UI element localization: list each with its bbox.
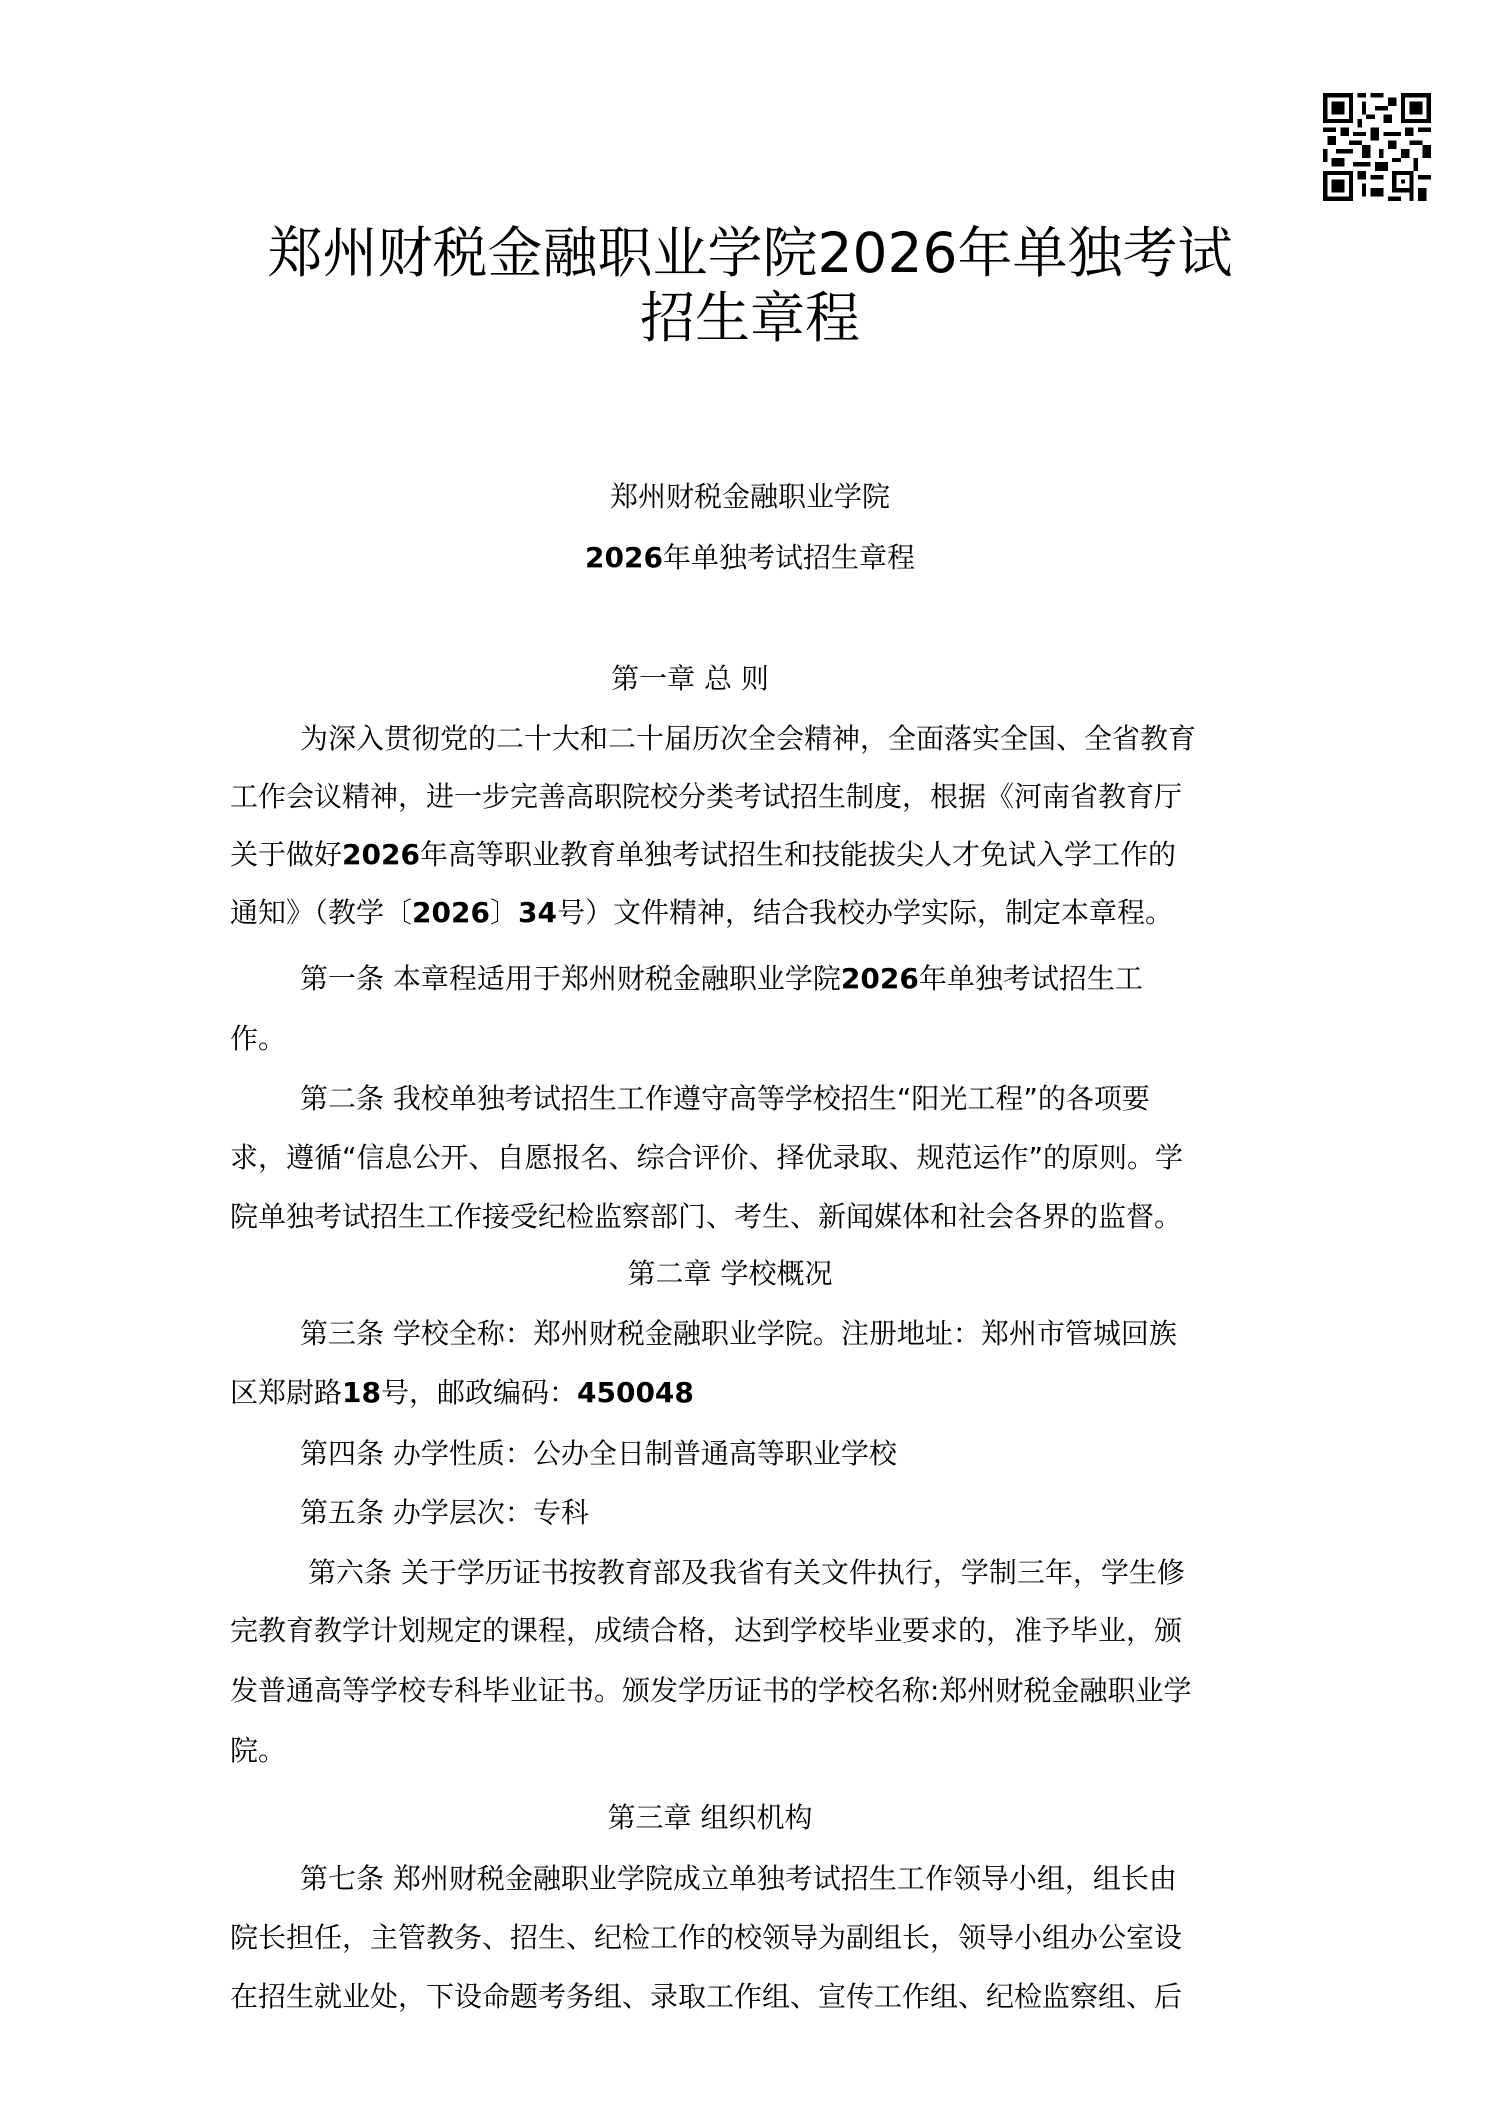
article-1-line: 作。 bbox=[230, 1022, 287, 1055]
intro-line: 关于做好2026年高等职业教育单独考试招生和技能拔尖人才免试入学工作的 bbox=[230, 838, 1176, 871]
intro-line: 工作会议精神，进一步完善高职院校分类考试招生制度，根据《河南省教育厅 bbox=[230, 780, 1183, 813]
document-title-line-1: 郑州财税金融职业学院2026年单独考试 bbox=[267, 221, 1233, 285]
article-7-line: 第七条 郑州财税金融职业学院成立单独考试招生工作领导小组，组长由 bbox=[300, 1862, 1177, 1895]
subtitle-line-2: 2026年单独考试招生章程 bbox=[585, 541, 915, 574]
article-7-line: 在招生就业处，下设命题考务组、录取工作组、宣传工作组、纪检监察组、后 bbox=[230, 1980, 1183, 2013]
article-2-line: 院单独考试招生工作接受纪检监察部门、考生、新闻媒体和社会各界的监督。 bbox=[230, 1200, 1183, 1233]
article-6-line: 第六条 关于学历证书按教育部及我省有关文件执行，学制三年，学生修 bbox=[308, 1556, 1185, 1589]
article-2-line: 第二条 我校单独考试招生工作遵守高等学校招生“阳光工程”的各项要 bbox=[300, 1082, 1150, 1115]
chapter-1-heading: 第一章 总 则 bbox=[611, 662, 769, 695]
article-3-line: 区郑尉路18号，邮政编码：450048 bbox=[230, 1376, 694, 1409]
article-2-line: 求，遵循“信息公开、自愿报名、综合评价、择优录取、规范运作”的原则。学 bbox=[230, 1141, 1184, 1174]
intro-line: 通知》（教学〔2026〕34号）文件精神，结合我校办学实际，制定本章程。 bbox=[230, 896, 1173, 929]
article-6-line: 发普通高等学校专科毕业证书。颁发学历证书的学校名称:郑州财税金融职业学 bbox=[230, 1674, 1192, 1707]
document-title-line-2: 招生章程 bbox=[639, 286, 860, 350]
article-1-line: 第一条 本章程适用于郑州财税金融职业学院2026年单独考试招生工 bbox=[300, 962, 1143, 995]
article-6-line: 完教育教学计划规定的课程，成绩合格，达到学校毕业要求的，准予毕业，颁 bbox=[230, 1614, 1183, 1647]
qr-code bbox=[1323, 93, 1431, 201]
intro-line: 为深入贯彻党的二十大和二十届历次全会精神，全面落实全国、全省教育 bbox=[300, 722, 1197, 755]
article-4: 第四条 办学性质：公办全日制普通高等职业学校 bbox=[300, 1437, 897, 1470]
article-3-line: 第三条 学校全称：郑州财税金融职业学院。注册地址：郑州市管城回族 bbox=[300, 1317, 1177, 1350]
chapter-2-heading: 第二章 学校概况 bbox=[627, 1257, 833, 1290]
subtitle-line-1: 郑州财税金融职业学院 bbox=[609, 480, 890, 513]
article-5: 第五条 办学层次：专科 bbox=[300, 1496, 589, 1529]
chapter-3-heading: 第三章 组织机构 bbox=[607, 1801, 813, 1834]
article-6-line: 院。 bbox=[230, 1734, 287, 1767]
article-7-line: 院长担任，主管教务、招生、纪检工作的校领导为副组长，领导小组办公室设 bbox=[230, 1921, 1183, 1954]
